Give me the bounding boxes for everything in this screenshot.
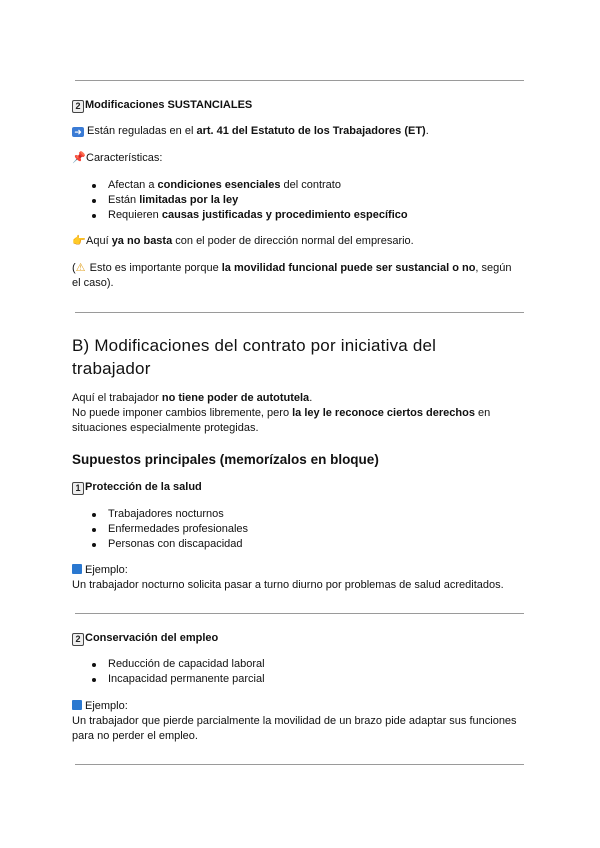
subheading: Supuestos principales (memorízalos en bloque) <box>72 452 379 467</box>
section-b-heading: B) Modificaciones del contrato por iniciativa del trabajador <box>72 336 437 378</box>
blue-book-icon <box>72 564 82 574</box>
regulation-line: ➜ Están reguladas en el art. 41 del Estatuto de los Trabajadores (ET). <box>72 124 527 139</box>
case1-example: Ejemplo: Un trabajador nocturno solicita pasar a turno diurno por problemas de salud acreditados. <box>72 564 504 591</box>
list-item: Están limitadas por la ley <box>72 193 527 208</box>
list-item: Requieren causas justificadas y procedimiento específico <box>72 208 527 223</box>
number-2-icon: 2 <box>72 633 84 646</box>
blue-book-icon <box>72 700 82 710</box>
divider <box>75 80 524 81</box>
section-b-intro: Aquí el trabajador no tiene poder de autotutela. No puede imponer cambios libremente, pero la ley le reconoce ciertos derechos en situaciones especialmente protegidas. <box>72 392 491 434</box>
right-arrow-icon: ➜ <box>72 127 84 137</box>
list-item: Trabajadores nocturnos <box>72 507 527 522</box>
case1-list <box>72 507 527 552</box>
features-list <box>72 178 527 223</box>
divider <box>75 613 524 614</box>
list-item: Incapacidad permanente parcial <box>72 672 527 687</box>
list-item: Personas con discapacidad <box>72 537 527 552</box>
list-item: Enfermedades profesionales <box>72 522 527 537</box>
section-sustanciales-title: 2 Modificaciones SUSTANCIALES <box>72 98 527 113</box>
pushpin-icon: 📌 <box>72 152 86 164</box>
warning-icon: ⚠ <box>75 262 86 274</box>
case2-example: Ejemplo: Un trabajador que pierde parcialmente la movilidad de un brazo pide adaptar sus funciones para no perder el empleo. <box>72 700 517 742</box>
list-item: Afectan a condiciones esenciales del contrato <box>72 178 527 193</box>
divider <box>75 312 524 313</box>
list-item: Reducción de capacidad laboral <box>72 657 527 672</box>
case2-list <box>72 657 527 687</box>
pointing-hand-icon: 👉 <box>72 235 86 247</box>
features-label: 📌Características: <box>72 152 163 164</box>
case2-title: 2 Conservación del empleo <box>72 631 527 646</box>
number-1-icon: 1 <box>72 482 84 495</box>
note-line: 👉Aquí ya no basta con el poder de dirección normal del empresario. <box>72 235 414 247</box>
warning-note: (⚠ Esto es importante porque la movilidad funcional puede ser sustancial o no, según el caso). <box>72 262 512 289</box>
divider <box>75 764 524 765</box>
case1-title: 1 Protección de la salud <box>72 480 527 495</box>
number-2-icon: 2 <box>72 100 84 113</box>
